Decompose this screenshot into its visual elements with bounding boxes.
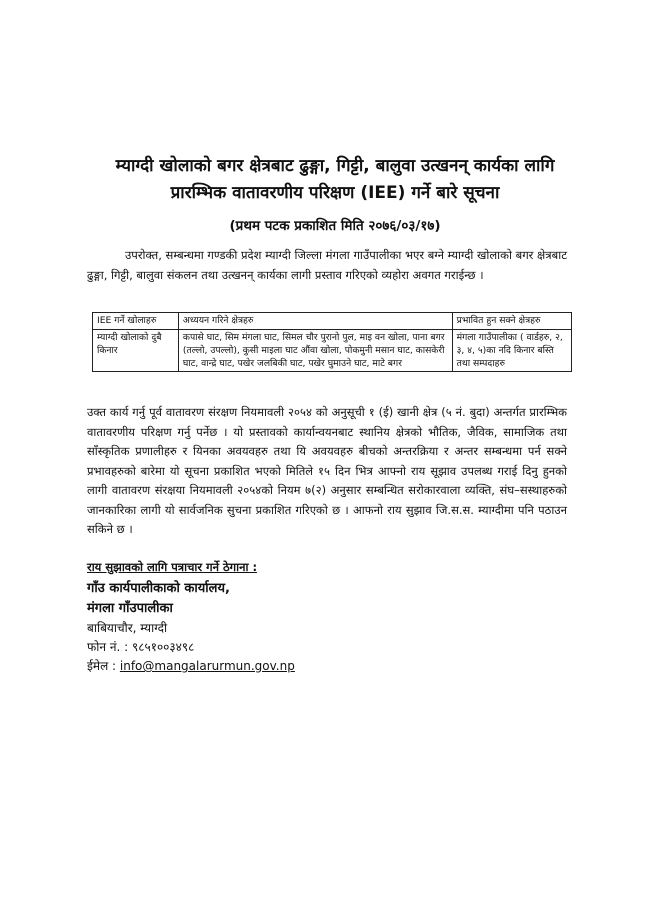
publication-date: (प्रथम पटक प्रकाशित मिति २०७६/०३/१७) [229,218,441,234]
notice-title-line-1: म्याग्दी खोलाको बगर क्षेत्रबाट ढुङ्गा, गिट्टी, बालुवा उत्खनन् कार्यका लागि [115,156,555,176]
contact-email-link[interactable]: info@mangalarurmun.gov.np [119,659,295,673]
table-cell-river: म्याग्दी खोलाको दुबै किनार [93,330,179,372]
contact-phone: फोन नं. : ९८५१००३४९८ [87,640,195,654]
table-header-row [93,313,572,330]
iee-table [92,312,572,372]
table-header-study-areas: अध्ययन गरिने क्षेत्रहरु [178,313,452,330]
table-header-river: IEE गर्ने खोलाहरु [93,313,179,330]
intro-paragraph: उपरोक्त, सम्बन्धमा गण्डकी प्रदेश म्याग्दी जिल्ला मंगला गाउँपालीका भएर बग्ने म्याग्दी खोलाको बगर क्षेत्रबाट ढुङ्गा, गिट्टी, बालुवा संकलन तथा उत्खनन् कार्यका लागी प्रस्ताव गरिएको व्यहोरा अवगत गराईन्छ । [87,248,567,282]
table-cell-study-areas: कपासे घाट, सिम मंगला घाट, सिमल चौर पुरानो पुल, माइ वन खोला, पाना बगर (तल्लो, उपल्लो), कुसी माइला घाट औंवा खोला, पोकमुनी मसान घाट, कासकेरी घाट, वान्द्रे घाट, पखेर जलबिकी घाट, पखेर घुमाउने घाट, माटे बगर [178,330,452,372]
contact-address: बाबियाचौर, म्याग्दी [87,621,168,635]
table-cell-affected-areas: मंगला गाउँपालीका ( वार्डहरु, २, ३, ४, ५)का नदि किनार बस्ति तथा सम्पदाहरु [452,330,571,372]
contact-heading: राय सुझावको लागि पत्राचार गर्ने ठेगाना : [87,560,258,574]
contact-office: गाँउ कार्यपालीकाको कार्यालय, [87,581,230,596]
contact-email-line [87,657,295,674]
contact-municipality: मंगला गाँउपालीका [87,601,173,616]
notice-title-line-2: प्रारम्भिक वातावरणीय परिक्षण (IEE) गर्ने बारे सूचना [170,183,500,203]
contact-email-label: ईमेल : [87,659,120,673]
table-header-affected-areas: प्रभावित हुन सक्ने क्षेत्रहरु [452,313,571,330]
body-paragraph: उक्त कार्य गर्नु पूर्व वातावरण संरक्षण नियमावली २०५४ को अनुसूची १ (ई) खानी क्षेत्र (५ नं. बुदा) अन्तर्गत प्रारम्भिक वातावरणीय परिक्षण गर्नु पर्नेछ । यो प्रस्तावको कार्यान्वयनबाट स्थानिय क्षेत्रको भौतिक, जैविक, सामाजिक तथा साँस्कृतिक प्रणालीहरु र यिनका अवयवहरु तथा यि अवयवहरु बीचको अन्तरक्रिया र अन्तर सम्बन्धमा पर्न सक्ने प्रभावहरुको बारेमा यो सूचना प्रकाशित भएको मितिले १५ दिन भित्र आफ्नो राय सूझाव उपलब्ध गराई दिनु हुनको लागी वातावरण संरक्षया नियमावली २०५४को नियम ७(२) अनुसार सम्बन्धित सरोकारवाला व्यक्ति, संघ–सस्थाहरुको जानकारिका लागी यो सार्वजनिक सुचना प्रकाशित गरिएको छ । आफनो राय सुझाव जि.स.स. म्याग्दीमा पनि पठाउन सकिने छ । [87,405,567,536]
table-row [93,330,572,372]
